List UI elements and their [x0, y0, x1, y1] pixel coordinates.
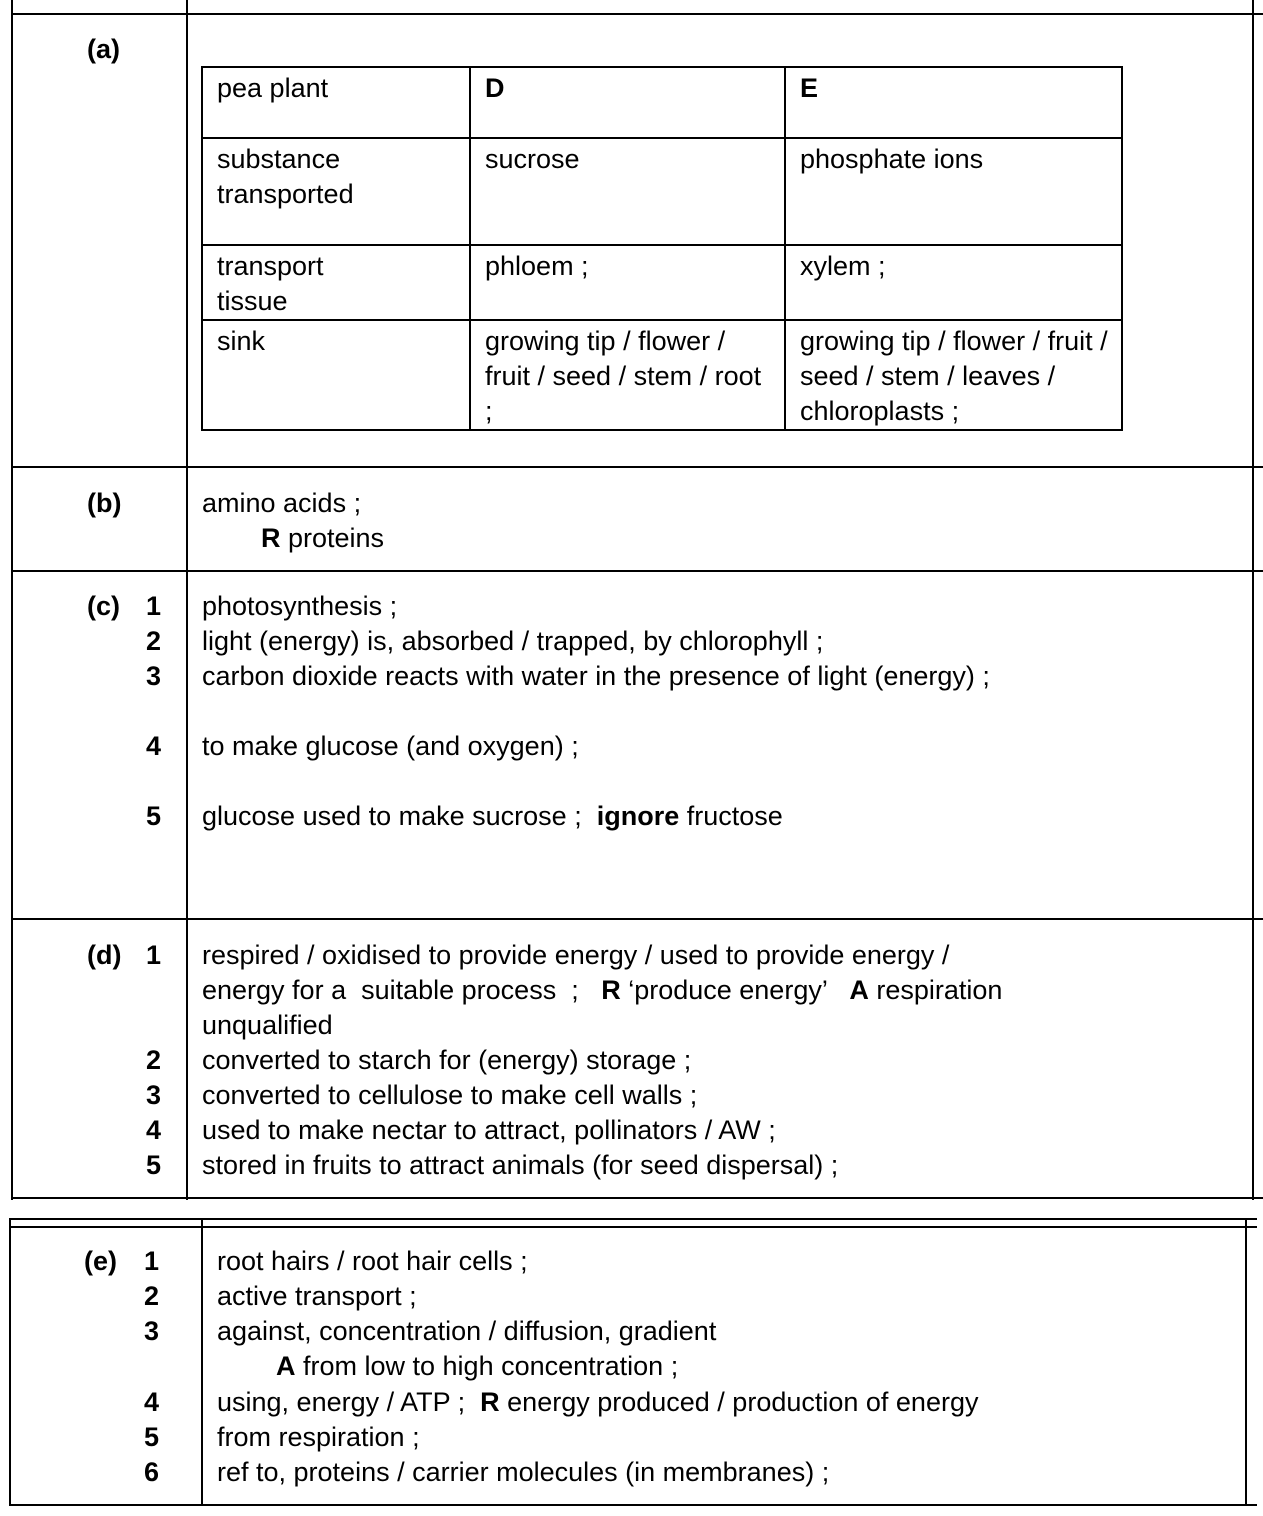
answer-text: glucose used to make sucrose ;	[202, 801, 597, 831]
answer-line: carbon dioxide reacts with water in the presence of light (energy) ;	[202, 661, 990, 691]
answer-line: used to make nectar to attract, pollinators / AW ;	[202, 1115, 776, 1145]
answer-line	[261, 521, 384, 556]
table-row	[202, 320, 1122, 430]
answer-line: converted to cellulose to make cell walls ;	[202, 1080, 698, 1110]
reject-text: ‘produce energy’	[620, 975, 850, 1005]
answer-line: from respiration ;	[217, 1422, 420, 1452]
answer-line	[202, 973, 1002, 1008]
table-cell: growing tip / flower / fruit / seed / stem / leaves / chloroplasts ;	[785, 320, 1122, 430]
part-b-label: (b)	[87, 488, 122, 518]
accept-text: from low to high concentration ;	[295, 1351, 679, 1381]
transport-table	[201, 66, 1123, 431]
point-number: 1	[145, 940, 161, 970]
reject-marker: R	[480, 1387, 500, 1417]
table-cell: sink	[202, 320, 470, 430]
frame-line	[201, 1218, 203, 1506]
frame-line	[11, 13, 1263, 15]
answer-text: using, energy / ATP ;	[217, 1387, 481, 1417]
table-header-cell: E	[785, 67, 1122, 138]
answer-line: photosynthesis ;	[202, 591, 398, 621]
point-number: 2	[145, 626, 161, 656]
answer-line	[276, 1349, 678, 1384]
accept-marker: A	[276, 1351, 296, 1381]
ignore-text: fructose	[679, 801, 783, 831]
point-number: 2	[145, 1045, 161, 1075]
reject-text: energy produced / production of energy	[499, 1387, 979, 1417]
answer-line: active transport ;	[217, 1281, 417, 1311]
point-number: 1	[143, 1246, 159, 1276]
reject-marker: R	[261, 523, 281, 553]
table-cell: transport tissue	[202, 245, 470, 320]
point-number: 3	[145, 661, 161, 691]
point-number: 5	[145, 1150, 161, 1180]
table-cell: growing tip / flower / fruit / seed / stem / root ;	[470, 320, 785, 430]
answer-line: amino acids ;	[202, 488, 362, 518]
point-number: 4	[145, 1115, 161, 1145]
answer-line: ref to, proteins / carrier molecules (in membranes) ;	[217, 1457, 830, 1487]
answer-line: converted to starch for (energy) storage ;	[202, 1045, 692, 1075]
frame-line	[11, 570, 1263, 572]
frame-line	[186, 0, 188, 1200]
point-number: 4	[145, 731, 161, 761]
accept-text: respiration	[868, 975, 1003, 1005]
answer-line: to make glucose (and oxygen) ;	[202, 731, 579, 761]
ignore-marker: ignore	[596, 801, 680, 831]
answer-text: energy for a suitable process ;	[202, 975, 602, 1005]
part-a-label: (a)	[87, 34, 120, 64]
point-number: 2	[143, 1281, 159, 1311]
answer-line	[217, 1385, 978, 1420]
answer-line	[202, 799, 783, 834]
point-number: 3	[143, 1316, 159, 1346]
frame-line	[11, 918, 1263, 920]
frame-line	[9, 1218, 11, 1506]
frame-line	[11, 466, 1263, 468]
frame-line	[11, 1197, 1263, 1199]
point-number: 6	[143, 1457, 159, 1487]
frame-line	[9, 1504, 1257, 1506]
frame-line	[11, 0, 13, 1200]
answer-line: root hairs / root hair cells ;	[217, 1246, 528, 1276]
table-cell: phloem ;	[470, 245, 785, 320]
answer-line: respired / oxidised to provide energy / used to provide energy /	[202, 940, 950, 970]
reject-text: proteins	[280, 523, 385, 553]
answer-line: against, concentration / diffusion, gradient	[217, 1316, 717, 1346]
answer-line: light (energy) is, absorbed / trapped, by chlorophyll ;	[202, 626, 824, 656]
part-c-label: (c)	[87, 591, 120, 621]
table-header-row	[202, 67, 1122, 138]
table-cell: xylem ;	[785, 245, 1122, 320]
frame-line	[9, 1218, 1257, 1220]
table-row	[202, 245, 1122, 320]
table-row	[202, 138, 1122, 245]
point-number: 1	[145, 591, 161, 621]
frame-line	[9, 1226, 1257, 1228]
answer-line: stored in fruits to attract animals (for seed dispersal) ;	[202, 1150, 839, 1180]
point-number: 5	[145, 801, 161, 831]
reject-marker: R	[601, 975, 621, 1005]
accept-marker: A	[849, 975, 869, 1005]
point-number: 4	[143, 1387, 159, 1417]
table-cell: phosphate ions	[785, 138, 1122, 245]
table-header-cell: pea plant	[202, 67, 470, 138]
table-cell: substance transported	[202, 138, 470, 245]
point-number: 3	[145, 1080, 161, 1110]
part-d-label: (d)	[87, 940, 122, 970]
frame-line	[1245, 1218, 1247, 1506]
part-e-label: (e)	[84, 1246, 117, 1276]
frame-line	[1252, 0, 1254, 1200]
answer-line: unqualified	[202, 1010, 333, 1040]
point-number: 5	[143, 1422, 159, 1452]
table-cell: sucrose	[470, 138, 785, 245]
table-header-cell: D	[470, 67, 785, 138]
